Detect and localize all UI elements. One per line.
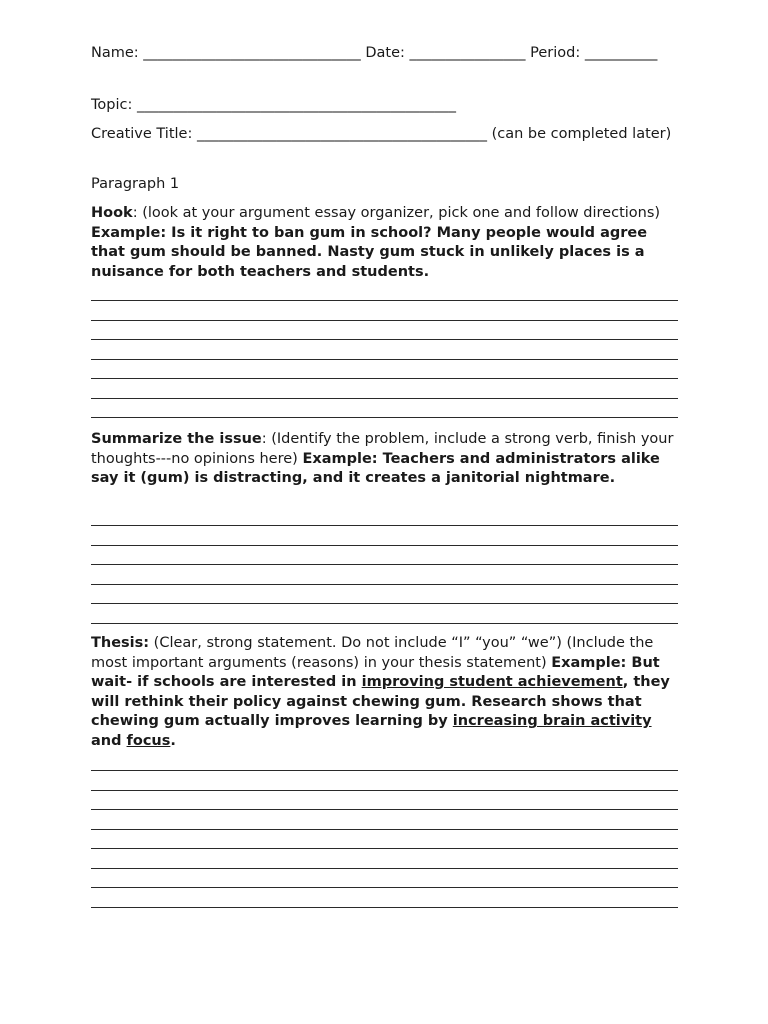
hook-example: Example: Is it right to ban gum in school? Many people would agree that gum should be banned. Nasty gum stuck in unlikely places is a nuisance for both teachers and students. bbox=[91, 224, 648, 280]
topic-line: Topic: ____________________________________________ bbox=[91, 97, 456, 113]
summary-writing-lines bbox=[91, 525, 678, 642]
summary-example: Example: Teachers and administrators alike say it (gum) is distracting, and it creates a janitorial nightmare. bbox=[91, 450, 660, 487]
writing-line[interactable] bbox=[91, 564, 678, 565]
thesis-writing-lines bbox=[91, 770, 678, 926]
thesis-example-part1: But wait- if schools are interested in bbox=[91, 654, 660, 691]
writing-line[interactable] bbox=[91, 868, 678, 869]
summary-label: Summarize the issue bbox=[91, 431, 262, 447]
writing-line[interactable] bbox=[91, 320, 678, 321]
thesis-underline-2: increasing brain activity bbox=[452, 713, 652, 730]
writing-line[interactable] bbox=[91, 829, 678, 830]
thesis-example-part4: . bbox=[170, 732, 176, 749]
writing-line[interactable] bbox=[91, 545, 678, 546]
writing-line[interactable] bbox=[91, 603, 678, 604]
hook-writing-lines bbox=[91, 300, 678, 437]
writing-line[interactable] bbox=[91, 378, 678, 379]
thesis-example-label: Example: bbox=[551, 654, 627, 671]
summary-instruction: : (Identify the problem, include a strong verb, finish your thoughts---no opinions here) bbox=[91, 431, 674, 467]
thesis-underline-3: focus bbox=[126, 732, 171, 749]
writing-line[interactable] bbox=[91, 809, 678, 810]
hook-prompt bbox=[91, 204, 681, 282]
hook-label: Hook bbox=[91, 205, 133, 221]
writing-line[interactable] bbox=[91, 339, 678, 340]
thesis-example-part2: , they will rethink their policy against chewing gum. Research shows that chewing gum actually improves learning by bbox=[91, 674, 670, 730]
creative-title-line: Creative Title: ________________________________________ (can be completed later) bbox=[91, 126, 672, 142]
name-date-period-line: Name: ______________________________ Date: ________________ Period: __________ bbox=[91, 45, 658, 61]
writing-line[interactable] bbox=[91, 300, 678, 301]
writing-line[interactable] bbox=[91, 907, 678, 908]
writing-line[interactable] bbox=[91, 359, 678, 360]
thesis-underline-1: improving student achievement bbox=[361, 674, 623, 691]
writing-line[interactable] bbox=[91, 887, 678, 888]
writing-line[interactable] bbox=[91, 398, 678, 399]
writing-line[interactable] bbox=[91, 623, 678, 624]
thesis-example-part3: and bbox=[91, 732, 127, 749]
thesis-prompt bbox=[91, 634, 681, 752]
paragraph-heading: Paragraph 1 bbox=[91, 176, 180, 192]
writing-line[interactable] bbox=[91, 770, 678, 771]
writing-line[interactable] bbox=[91, 848, 678, 849]
writing-line[interactable] bbox=[91, 584, 678, 585]
thesis-label: Thesis: bbox=[91, 635, 150, 651]
writing-line[interactable] bbox=[91, 790, 678, 791]
writing-line[interactable] bbox=[91, 417, 678, 418]
thesis-instruction: (Clear, strong statement. Do not include “I” “you” “we”) (Include the most important arguments (reasons) in your thesis statement) bbox=[91, 635, 654, 671]
writing-line[interactable] bbox=[91, 525, 678, 526]
summary-prompt bbox=[91, 430, 681, 489]
hook-instruction: : (look at your argument essay organizer, pick one and follow directions) bbox=[132, 205, 661, 221]
